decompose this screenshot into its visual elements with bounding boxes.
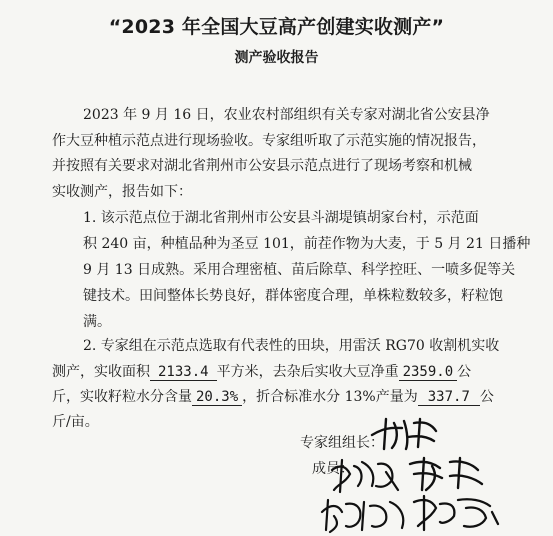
item2-line2-text-c: 公 [457, 364, 472, 380]
item2-line-1: 2. 专家组在示范点选取有代表性的田块，用雷沃 RG70 收割机实收 [83, 338, 500, 354]
leader-label: 专家组组长： [300, 435, 384, 451]
measured-area-value: 2133.4 [150, 365, 217, 381]
member-signature-3 [318, 494, 410, 534]
item1-line-3: 9 月 13 日成熟。采用合理密植、苗后除草、科学控旺、一喷多促等关 [83, 262, 516, 278]
item1-line-2: 积 240 亩，种植品种为圣豆 101，前茬作物为大麦，于 5 月 21 日播种 [83, 236, 531, 252]
item2-line3-text-c: 公 [479, 389, 494, 405]
item2-line-3 [52, 386, 494, 406]
member-signature-4 [410, 492, 502, 534]
item1-line-1: 1. 该示范点位于湖北省荆州市公安县斗湖堤镇胡家台村，示范面 [83, 210, 479, 226]
item1-line-4: 键技术。田间整体长势良好，群体密度合理，单株粒数较多，籽粒饱 [83, 288, 503, 304]
item1-line-5: 满。 [83, 314, 111, 330]
intro-line-2: 作大豆种植示范点进行现场验收。专家组听取了示范实施的情况报告， [52, 133, 486, 149]
intro-line-1: 2023 年 9 月 16 日，农业农村部组织有关专家对湖北省公安县净 [83, 107, 490, 123]
item2-line-2 [52, 361, 471, 381]
intro-line-4: 实收测产，报告如下： [52, 184, 192, 200]
item2-line3-text-b: ，折合标准水分 13%产量为 [242, 389, 418, 405]
moisture-value: 20.3% [192, 390, 242, 406]
item2-line2-text-a: 测产，实收面积 [52, 364, 150, 380]
members-label: 成员： [312, 461, 354, 477]
item2-line-4: 斤/亩。 [52, 414, 99, 430]
intro-line-3: 并按照有关要求对湖北省荆州市公安县示范点进行了现场考察和机械 [52, 158, 472, 174]
standard-yield-value: 337.7 [418, 390, 480, 406]
leader-signature [368, 415, 440, 451]
item2-line3-text-a: 斤，实收籽粒水分含量 [52, 389, 192, 405]
member-signature-2 [404, 454, 488, 494]
report-subtitle: 测产验收报告 [234, 50, 319, 66]
report-title: “2023 年全国大豆高产创建实收测产” [108, 16, 445, 38]
item2-line2-text-b: 平方米，去杂后实收大豆净重 [216, 364, 399, 380]
member-signature-1 [328, 456, 404, 496]
net-weight-value: 2359.0 [399, 365, 458, 381]
